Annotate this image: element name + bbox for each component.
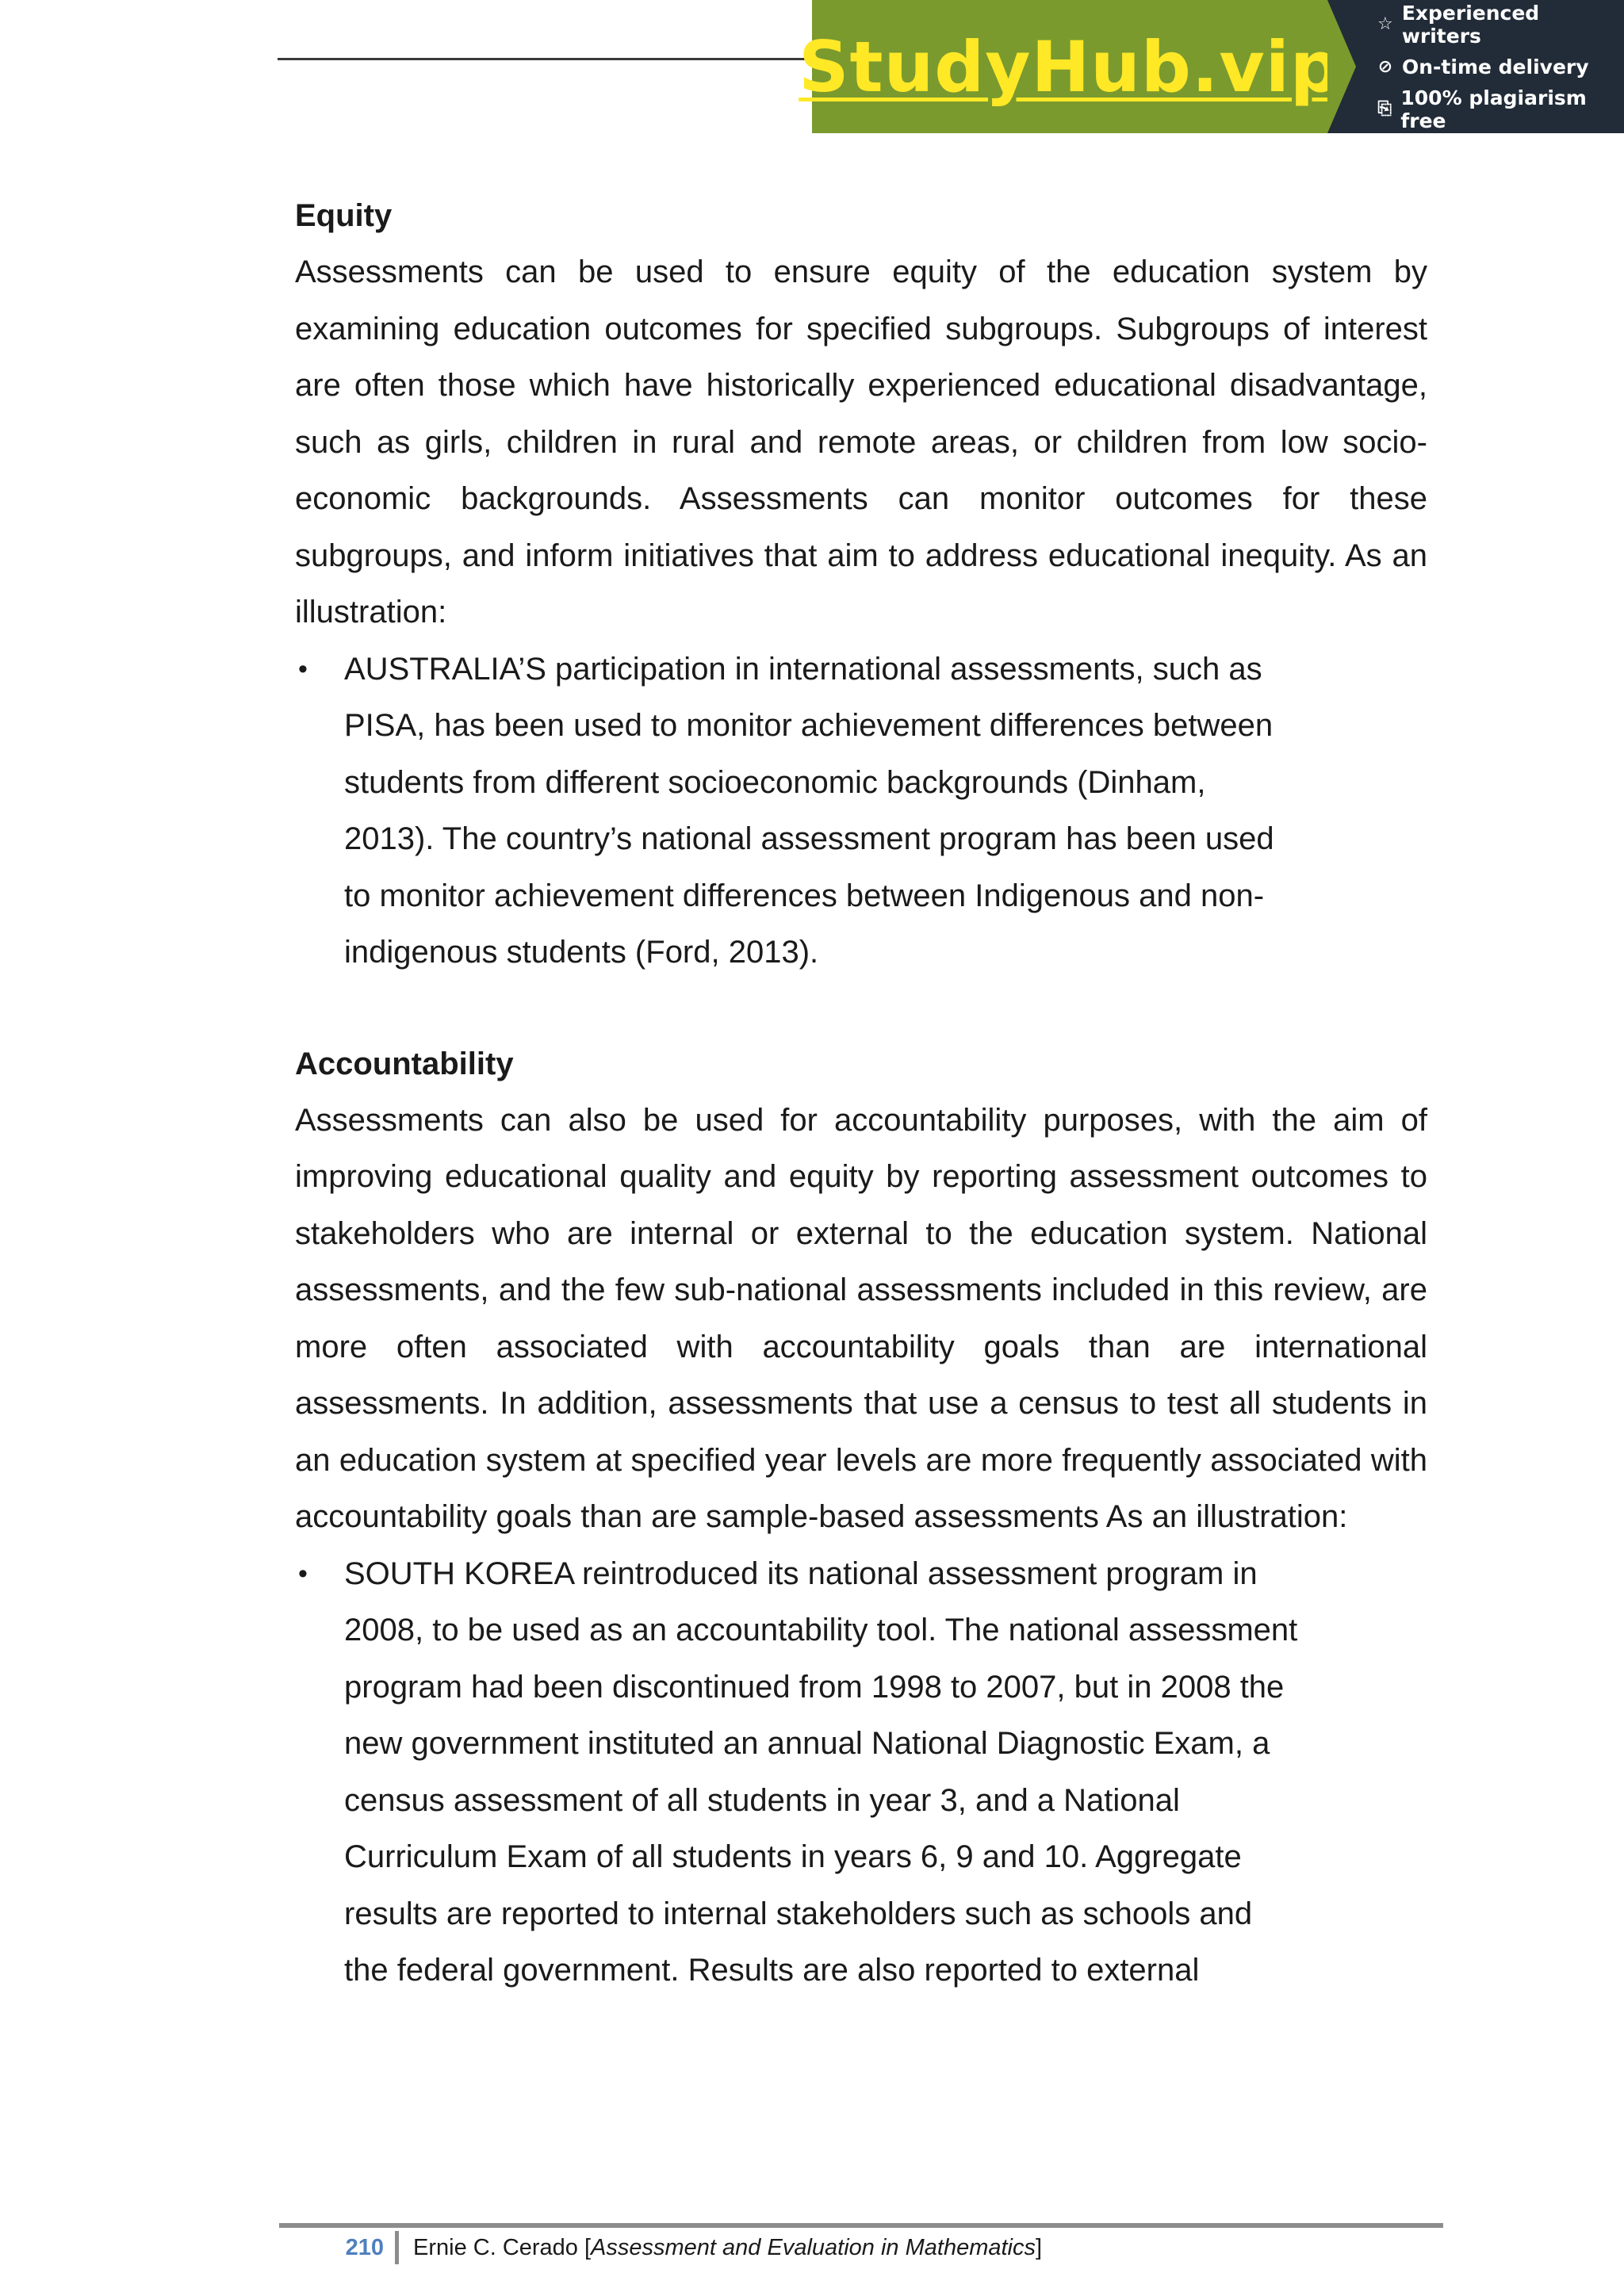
header-rule — [278, 58, 817, 60]
copy-icon: ⎘ — [1377, 99, 1392, 119]
accountability-heading: Accountability — [295, 1046, 514, 1081]
bullet-line: Curriculum Exam of all students in years 6, 9 and 10. Aggregate — [344, 1839, 1242, 1874]
bullet-line: PISA, has been used to monitor achievement differences between — [344, 708, 1274, 743]
bullet-line: new government instituted an annual National Diagnostic Exam, a — [344, 1726, 1270, 1761]
banner-features — [1327, 0, 1624, 133]
footer-book-title: Assessment and Evaluation in Mathematics — [591, 2234, 1036, 2260]
bullet-line: the federal government. Results are also reported to external — [344, 1953, 1200, 1988]
footer-citation — [413, 2235, 1042, 2261]
footer-closing: ] — [1036, 2234, 1043, 2260]
footer-divider — [395, 2231, 399, 2264]
bullet-line: indigenous students (Ford, 2013). — [344, 935, 819, 970]
bullet-line: 2008, to be used as an accountability tool. The national assessment — [344, 1613, 1298, 1647]
bullet-line: students from different socioeconomic backgrounds (Dinham, — [344, 764, 1206, 800]
bullet-line: 2013). The country’s national assessment program has been used — [344, 821, 1274, 856]
studyhub-logo[interactable] — [799, 0, 1341, 133]
bullet-line: program had been discontinued from 1998 to 2007, but in 2008 the — [344, 1669, 1285, 1705]
clock-icon: ⊘ — [1377, 56, 1393, 77]
feature-on-time-delivery — [1375, 55, 1624, 78]
equity-heading: Equity — [295, 198, 393, 233]
studyhub-logo-text[interactable]: StudyHub.vip — [799, 25, 1341, 108]
document-body — [295, 187, 1427, 1999]
equity-bullet-list — [295, 641, 1427, 982]
list-item — [295, 1546, 1427, 1999]
section-spacer — [295, 982, 1427, 1035]
feature-label: On-time delivery — [1402, 55, 1589, 78]
page-footer — [279, 2228, 1443, 2267]
studyhub-banner[interactable] — [799, 0, 1624, 133]
feature-label: Experienced writers — [1401, 1, 1540, 48]
accountability-bullet-list — [295, 1546, 1427, 1999]
bullet-line: census assessment of all students in year 3, and a National — [344, 1782, 1180, 1818]
bullet-icon: • — [298, 1558, 308, 1589]
page-number: 210 — [345, 2234, 384, 2260]
feature-plagiarism-free — [1375, 86, 1624, 132]
banner-arrow-shape — [1327, 0, 1356, 133]
equity-paragraph: Assessments can be used to ensure equity of the education system by examining education outcomes for specified subgroups. Subgroups of interest are often those which have historically experienced educational disadvantage, such as girls, children in rural and remote areas, or children from low socio-economic backgrounds. Assessments can monitor outcomes for these subgroups, and inform initiatives that aim to address educational inequity. As an illustration: — [295, 254, 1427, 629]
feature-experienced-writers — [1375, 2, 1624, 48]
footer-author: Ernie C. Cerado [ — [413, 2234, 592, 2260]
bullet-line: to monitor achievement differences between Indigenous and non- — [344, 878, 1265, 913]
list-item — [295, 641, 1427, 982]
bullet-icon: • — [298, 653, 308, 684]
bullet-line: results are reported to internal stakeholders such as schools and — [344, 1896, 1253, 1931]
accountability-paragraph: Assessments can also be used for accountability purposes, with the aim of improving educational quality and equity by reporting assessment outcomes to stakeholders who are internal or external to the education system. National assessments, and the few sub-national assessments included in this review, are more often associated with accountability goals than are international assessments. In addition, assessments that use a census to test all students in an education system at specified year levels are more frequently associated with accountability goals than are sample-based assessments As an illustration: — [295, 1102, 1427, 1534]
feature-label: 100% plagiarism free — [1400, 86, 1587, 132]
bullet-line: SOUTH KOREA reintroduced its national assessment program in — [344, 1556, 1258, 1591]
bullet-line: AUSTRALIA’S participation in international assessments, such as — [344, 651, 1262, 687]
star-icon: ☆ — [1377, 14, 1393, 34]
